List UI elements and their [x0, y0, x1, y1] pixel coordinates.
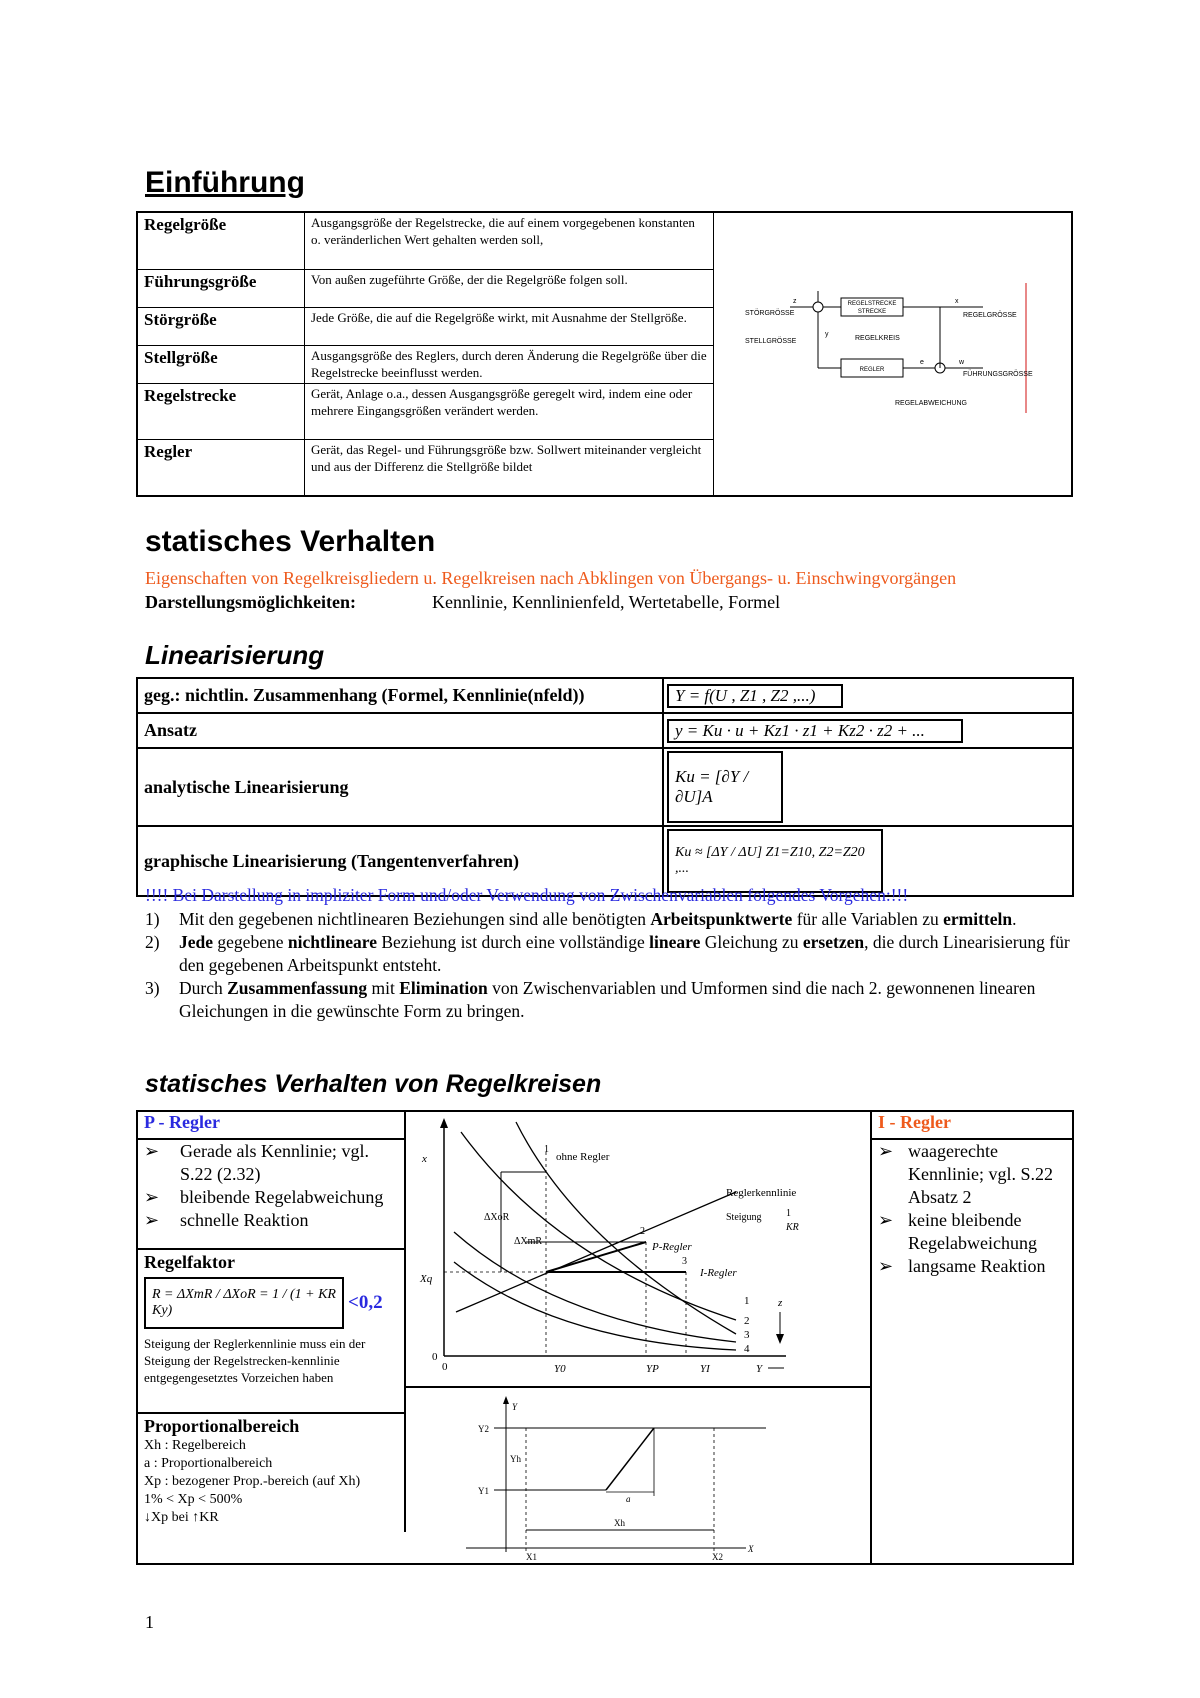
curve-label-3: 3 — [744, 1329, 750, 1341]
p-item: schnelle Reaktion — [180, 1210, 309, 1230]
prop-plot-panel — [406, 1388, 872, 1563]
prop-item: Xp : bezogener Prop.-bereich (auf Xh) — [144, 1474, 361, 1489]
label-x: x — [955, 298, 959, 305]
label-regler: REGLER — [859, 367, 885, 373]
prop-item: Xh : Regelbereich — [144, 1438, 246, 1453]
pb-axis-x: X — [748, 1544, 754, 1554]
lin-label-given: geg.: nichtlin. Zusammenhang (Formel, Kennlinie(nfeld)) — [137, 678, 663, 713]
step-text: mit — [367, 978, 400, 998]
axis-label-y: Y — [756, 1363, 763, 1375]
def-regler: Gerät, das Regel- und Führungsgröße bzw. Sollwert miteinander vergleicht und aus der Differenz die Stellgröße bildet — [305, 440, 714, 497]
step-bold: Jede — [179, 932, 214, 952]
def-regelgroesse: Ausgangsgröße der Regelstrecke, die auf einem vorgegebenen konstanten o. veränderlichen Wert gehalten werden soll, — [305, 213, 714, 270]
step-1 — [145, 908, 1085, 931]
step-text: von Zwischenvariablen und Umformen sind die nach 2. gewonnenen linearen Gleichungen in die gewünschte Form zu bringen. — [179, 978, 1036, 1021]
label-dxmr: ΔXmR — [514, 1236, 543, 1247]
label-stoergroesse: STÖRGRÖSSE — [745, 310, 795, 317]
regelfaktor-formula: R = ΔXmR / ΔXoR = 1 / (1 + KR Ky) — [144, 1277, 344, 1329]
term-fuehrungsgroesse: Führungsgröße — [138, 270, 305, 308]
characteristic-plot — [406, 1112, 868, 1384]
i-item: langsame Reaktion — [908, 1256, 1046, 1276]
pb-axis-y: Y — [512, 1402, 518, 1412]
label-y: y — [825, 331, 829, 338]
prop-section — [138, 1416, 406, 1527]
term-regelstrecke: Regelstrecke — [138, 384, 305, 440]
label-w: w — [959, 359, 965, 366]
pb-label-xh: Xh — [614, 1518, 625, 1528]
step-bold: ersetzen — [802, 932, 865, 952]
arrow-bullet-icon: ➢ — [878, 1256, 894, 1276]
regelfaktor-limit: <0,2 — [348, 1292, 383, 1313]
lin-label-graphic: graphische Linearisierung (Tangentenverfahren) — [137, 826, 663, 896]
step-3 — [145, 977, 1085, 1023]
arrow-bullet-icon: ➢ — [878, 1141, 894, 1161]
step-2 — [145, 931, 1085, 977]
lin-label-ansatz: Ansatz — [137, 713, 663, 748]
p-regler-list — [138, 1140, 406, 1250]
i-item: waagerechte Kennlinie; vgl. S.22 Absatz 2 — [908, 1141, 1053, 1207]
step-bold: Elimination — [399, 978, 488, 998]
i-regler-list — [872, 1140, 1072, 1278]
term-regelgroesse: Regelgröße — [138, 213, 305, 270]
lin-label-analytic: analytische Linearisierung — [137, 748, 663, 826]
linearization-table — [136, 677, 1074, 897]
axis-label-xq: Xq — [420, 1273, 433, 1285]
step-text: , die durch Linearisierung für den gegebenen Arbeitspunkt entsteht. — [179, 932, 1070, 975]
step-number: 3) — [145, 978, 160, 998]
tick-yi: YI — [700, 1363, 710, 1375]
characteristic-plot-panel — [406, 1112, 872, 1388]
prop-item: a : Proportionalbereich — [144, 1456, 273, 1471]
p-item: Gerade als Kennlinie; vgl. S.22 (2.32) — [180, 1141, 369, 1184]
curve-ohne-regler — [516, 1122, 736, 1334]
step-number: 2) — [145, 932, 160, 952]
step-bold: ermitteln — [943, 909, 1013, 929]
step-bold: lineare — [649, 932, 701, 952]
pb-label-yh: Yh — [510, 1454, 521, 1464]
axis-label-x: x — [422, 1153, 427, 1165]
label-p-regler: P-Regler — [652, 1241, 692, 1253]
label-regelkreis: REGELKREIS — [855, 335, 900, 342]
step-text: für alle Variablen zu — [792, 909, 944, 929]
i-regler-title: I - Regler — [878, 1112, 951, 1132]
label-stellgroesse: STELLGRÖSSE — [745, 338, 797, 345]
tick-y0: Y0 — [554, 1363, 566, 1375]
step-text: gegebene — [213, 932, 288, 952]
label-i-regler: I-Regler — [700, 1267, 737, 1279]
pb-label-a: a — [626, 1494, 631, 1504]
definitions-table — [137, 212, 714, 497]
p-item: bleibende Regelabweichung — [180, 1187, 384, 1207]
prop-title: Proportionalbereich — [144, 1416, 300, 1436]
prop-item: ↓Xp bei ↑KR — [144, 1510, 219, 1525]
formula-ansatz: y = Ku · u + Kz1 · z1 + Kz2 · z2 + ... — [667, 719, 963, 743]
lin-note: !!!! Bei Darstellung in impliziter Form und/oder Verwendung von Zwischenvariablen folgendes Vorgehen:!!! — [145, 885, 909, 905]
def-stoergroesse: Jede Größe, die auf die Regelgröße wirkt, mit Ausnahme der Stellgröße. — [305, 308, 714, 346]
axis-zero-x: 0 — [442, 1361, 448, 1373]
control-loop-diagram — [715, 213, 1071, 495]
label-reglerkennlinie: Reglerkennlinie — [726, 1187, 797, 1199]
def-stellgroesse: Ausgangsgröße des Reglers, durch deren Änderung die Regelgröße über die Regelstrecke beeinflusst werden. — [305, 346, 714, 384]
label-z: z — [793, 298, 797, 305]
controller-line — [456, 1192, 736, 1312]
arrow-bullet-icon: ➢ — [878, 1210, 894, 1230]
i-item: keine bleibende Regelabweichung — [908, 1210, 1037, 1253]
label-fuehrungsgroesse: FÜHRUNGSGRÖSSE — [963, 371, 1033, 378]
prop-line — [606, 1428, 654, 1490]
point-1-label: 1 — [544, 1144, 549, 1155]
step-text: . — [1012, 909, 1017, 929]
formula-given: Y = f(U , Z1 , Z2 ,...) — [667, 684, 843, 708]
label-dxor: ΔXoR — [484, 1212, 510, 1223]
step-bold: Arbeitspunktwerte — [650, 909, 793, 929]
label-regelgroesse: REGELGRÖSSE — [963, 312, 1017, 319]
regelfaktor-title: Regelfaktor — [144, 1252, 235, 1272]
curve-label-1: 1 — [744, 1295, 750, 1307]
axis-zero-y: 0 — [432, 1351, 438, 1363]
label-ohne-regler: ohne Regler — [556, 1151, 610, 1163]
label-strecke: STRECKE — [857, 309, 887, 315]
curve-3 — [454, 1232, 736, 1342]
pb-tick-y1: Y1 — [478, 1486, 489, 1496]
formula-analytic: Ku = [∂Y / ∂U]A — [667, 751, 783, 823]
display-value: Kennlinie, Kennlinienfeld, Wertetabelle, Formel — [432, 592, 781, 612]
intro-title: Einführung — [145, 166, 305, 199]
point-3-label: 3 — [682, 1256, 687, 1267]
pb-tick-x1: X1 — [526, 1552, 537, 1562]
term-regler: Regler — [138, 440, 305, 497]
label-one: 1 — [786, 1208, 791, 1219]
label-kr: KR — [786, 1222, 799, 1233]
def-fuehrungsgroesse: Von außen zugeführte Größe, der die Regelgröße folgen soll. — [305, 270, 714, 308]
static-subtitle: Eigenschaften von Regelkreisgliedern u. Regelkreisen nach Abklingen von Übergangs- u. Einschwingvorgängen — [145, 568, 957, 588]
loops-box — [136, 1110, 1074, 1565]
step-bold: nichtlineare — [287, 932, 377, 952]
p-regler-path — [546, 1242, 646, 1272]
step-text: Gleichung zu — [700, 932, 803, 952]
step-bold: Zusammenfassung — [227, 978, 368, 998]
loops-title: statisches Verhalten von Regelkreisen — [145, 1070, 602, 1098]
static-title: statisches Verhalten — [145, 525, 436, 558]
curve-label-2: 2 — [744, 1315, 750, 1327]
step-text: Beziehung ist durch eine vollständige — [376, 932, 650, 952]
term-stellgroesse: Stellgröße — [138, 346, 305, 384]
prop-item: 1% < Xp < 500% — [144, 1492, 243, 1507]
pb-tick-x2: X2 — [712, 1552, 723, 1562]
label-e: e — [920, 359, 924, 366]
step-text: Durch — [179, 978, 228, 998]
label-steigung: Steigung — [726, 1212, 762, 1223]
tick-yp: YP — [646, 1363, 659, 1375]
point-2-label: 2 — [640, 1226, 645, 1237]
pb-tick-y2: Y2 — [478, 1424, 489, 1434]
arrow-bullet-icon: ➢ — [144, 1187, 160, 1207]
steps-list — [145, 908, 1085, 1023]
label-regelstrecke: REGELSTRECKE — [847, 301, 897, 307]
page-number: 1 — [145, 1612, 154, 1632]
p-regler-title: P - Regler — [144, 1112, 220, 1132]
display-label: Darstellungsmöglichkeiten: — [145, 592, 356, 612]
regelfaktor-note: Steigung der Reglerkennlinie muss ein der Steigung der Regelstrecken-kennlinie entgegengesetztes Vorzeichen haben — [144, 1336, 366, 1385]
label-z-arrow: z — [778, 1297, 783, 1309]
summing-node-disturbance — [813, 302, 823, 312]
def-regelstrecke: Gerät, Anlage o.a., dessen Ausgangsgröße geregelt wird, indem eine oder mehrere Eingangsgrößen verändert werden. — [305, 384, 714, 440]
lin-title: Linearisierung — [145, 640, 325, 670]
arrow-bullet-icon: ➢ — [144, 1141, 160, 1161]
formula-graphic: Ku ≈ [ΔY / ΔU] Z1=Z10, Z2=Z20 ,... — [667, 829, 883, 893]
step-text: Mit den gegebenen nichtlinearen Beziehungen sind alle benötigten — [179, 909, 651, 929]
curve-label-4: 4 — [744, 1343, 750, 1355]
label-regelabweichung: REGELABWEICHUNG — [895, 400, 967, 407]
intro-box — [136, 211, 1073, 497]
prop-plot — [406, 1388, 868, 1563]
term-stoergroesse: Störgröße — [138, 308, 305, 346]
step-number: 1) — [145, 909, 160, 929]
arrow-bullet-icon: ➢ — [144, 1210, 160, 1230]
